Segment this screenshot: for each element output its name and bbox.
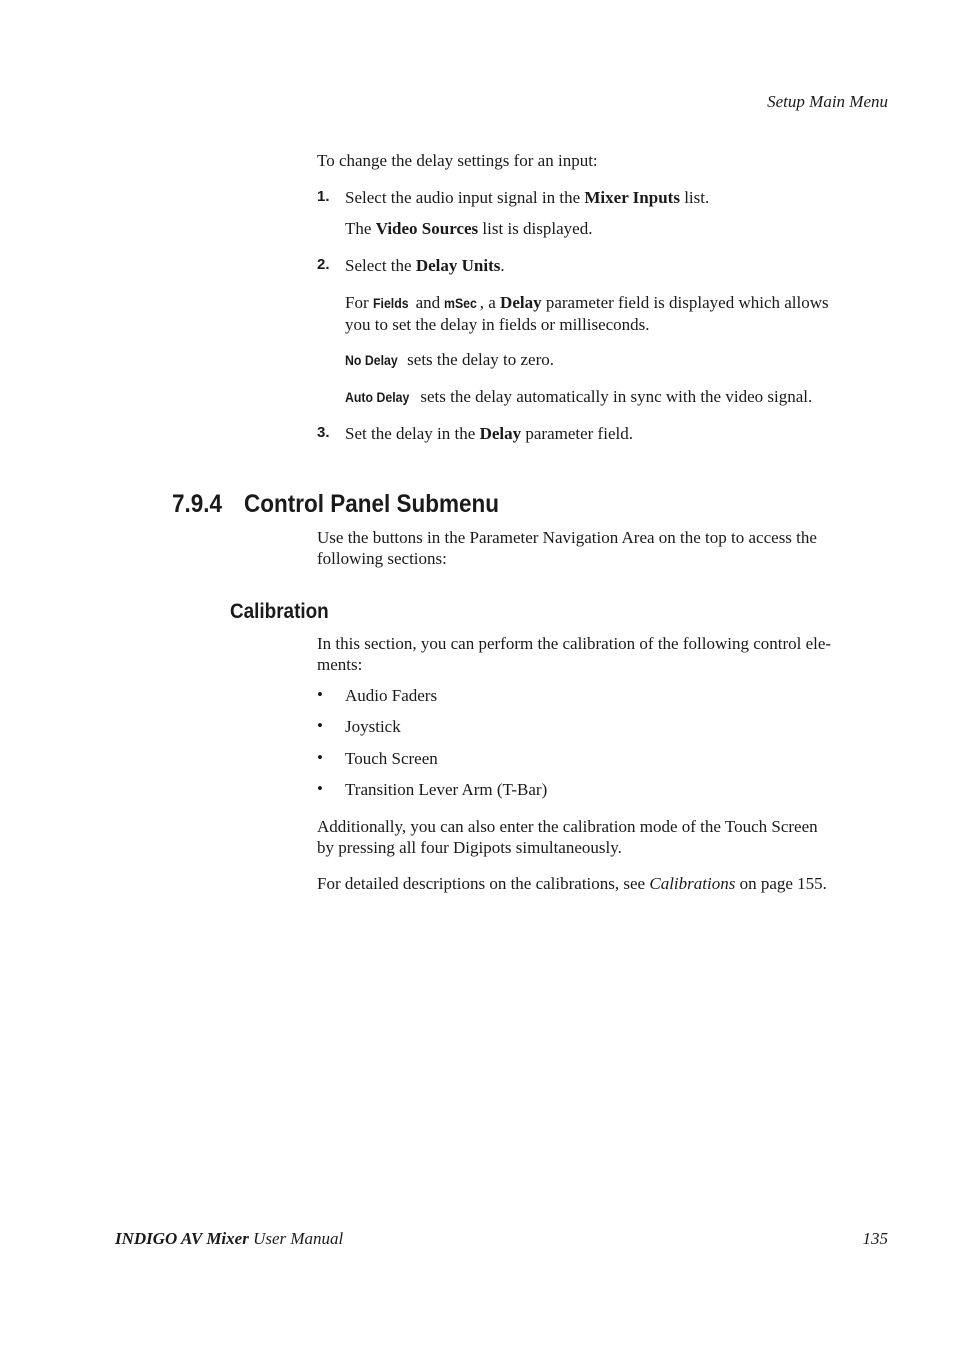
subsection-heading: Calibration: [230, 600, 329, 623]
step-2-para-2: No Delay sets the delay to zero.: [345, 350, 554, 369]
list-item: Audio Faders: [345, 686, 438, 705]
subsection-intro: In this section, you can perform the calibration of the following control ele- ments:: [317, 634, 832, 674]
list-item: Joystick: [345, 717, 401, 736]
calibration-para-2: For detailed descriptions on the calibrations, see Calibrations on page 155.: [317, 874, 827, 893]
msec-option: mSec: [444, 295, 478, 311]
step-2-text: Select the Delay Units.: [345, 256, 505, 275]
delay-field-label-2: Delay: [479, 424, 522, 443]
fields-option: Fields: [372, 295, 409, 311]
delay-units-label: Delay Units: [415, 256, 501, 275]
auto-delay-option: Auto Delay: [345, 389, 410, 405]
running-header: Setup Main Menu: [767, 92, 888, 111]
bullet-marker: •: [317, 716, 323, 735]
video-sources-label: Video Sources: [375, 219, 479, 238]
bullet-marker: •: [317, 779, 323, 798]
list-item: Transition Lever Arm (T-Bar): [345, 780, 548, 799]
step-number-2: 2.: [317, 256, 330, 273]
delay-field-label: Delay: [500, 293, 542, 312]
section-number: 7.9.4: [172, 490, 223, 518]
step-number-1: 1.: [317, 188, 330, 205]
section-heading: [172, 490, 499, 519]
no-delay-option: No Delay: [345, 352, 398, 368]
footer-doc: User Manual: [248, 1229, 344, 1248]
step-2-para-1: For Fields and mSec , a Delay parameter field is displayed which allows you to set the delay in fields or milliseconds.: [345, 293, 829, 334]
intro-text: To change the delay settings for an input:: [317, 151, 598, 170]
footer-product: INDIGO AV Mixer: [115, 1229, 249, 1248]
section-title: Control Panel Submenu: [244, 490, 500, 518]
calibrations-xref-link[interactable]: Calibrations: [649, 874, 736, 893]
calibration-para-1: Additionally, you can also enter the calibration mode of the Touch Screen by pressing all four Digipots simultaneously.: [317, 817, 818, 857]
footer-title: [115, 1229, 343, 1249]
section-intro: Use the buttons in the Parameter Navigation Area on the top to access the following sections:: [317, 528, 817, 568]
mixer-inputs-label: Mixer Inputs: [584, 188, 680, 207]
step-number-3: 3.: [317, 424, 330, 441]
bullet-marker: •: [317, 685, 323, 704]
bullet-marker: •: [317, 748, 323, 767]
step-1-text: Select the audio input signal in the Mixer Inputs list.: [345, 188, 710, 207]
step-3-text: Set the delay in the Delay parameter field.: [345, 424, 633, 443]
page-number: 135: [862, 1229, 888, 1248]
step-2-para-3: Auto Delay sets the delay automatically in sync with the video signal.: [345, 387, 813, 406]
step-1-note: The Video Sources list is displayed.: [345, 219, 593, 238]
list-item: Touch Screen: [345, 749, 438, 768]
